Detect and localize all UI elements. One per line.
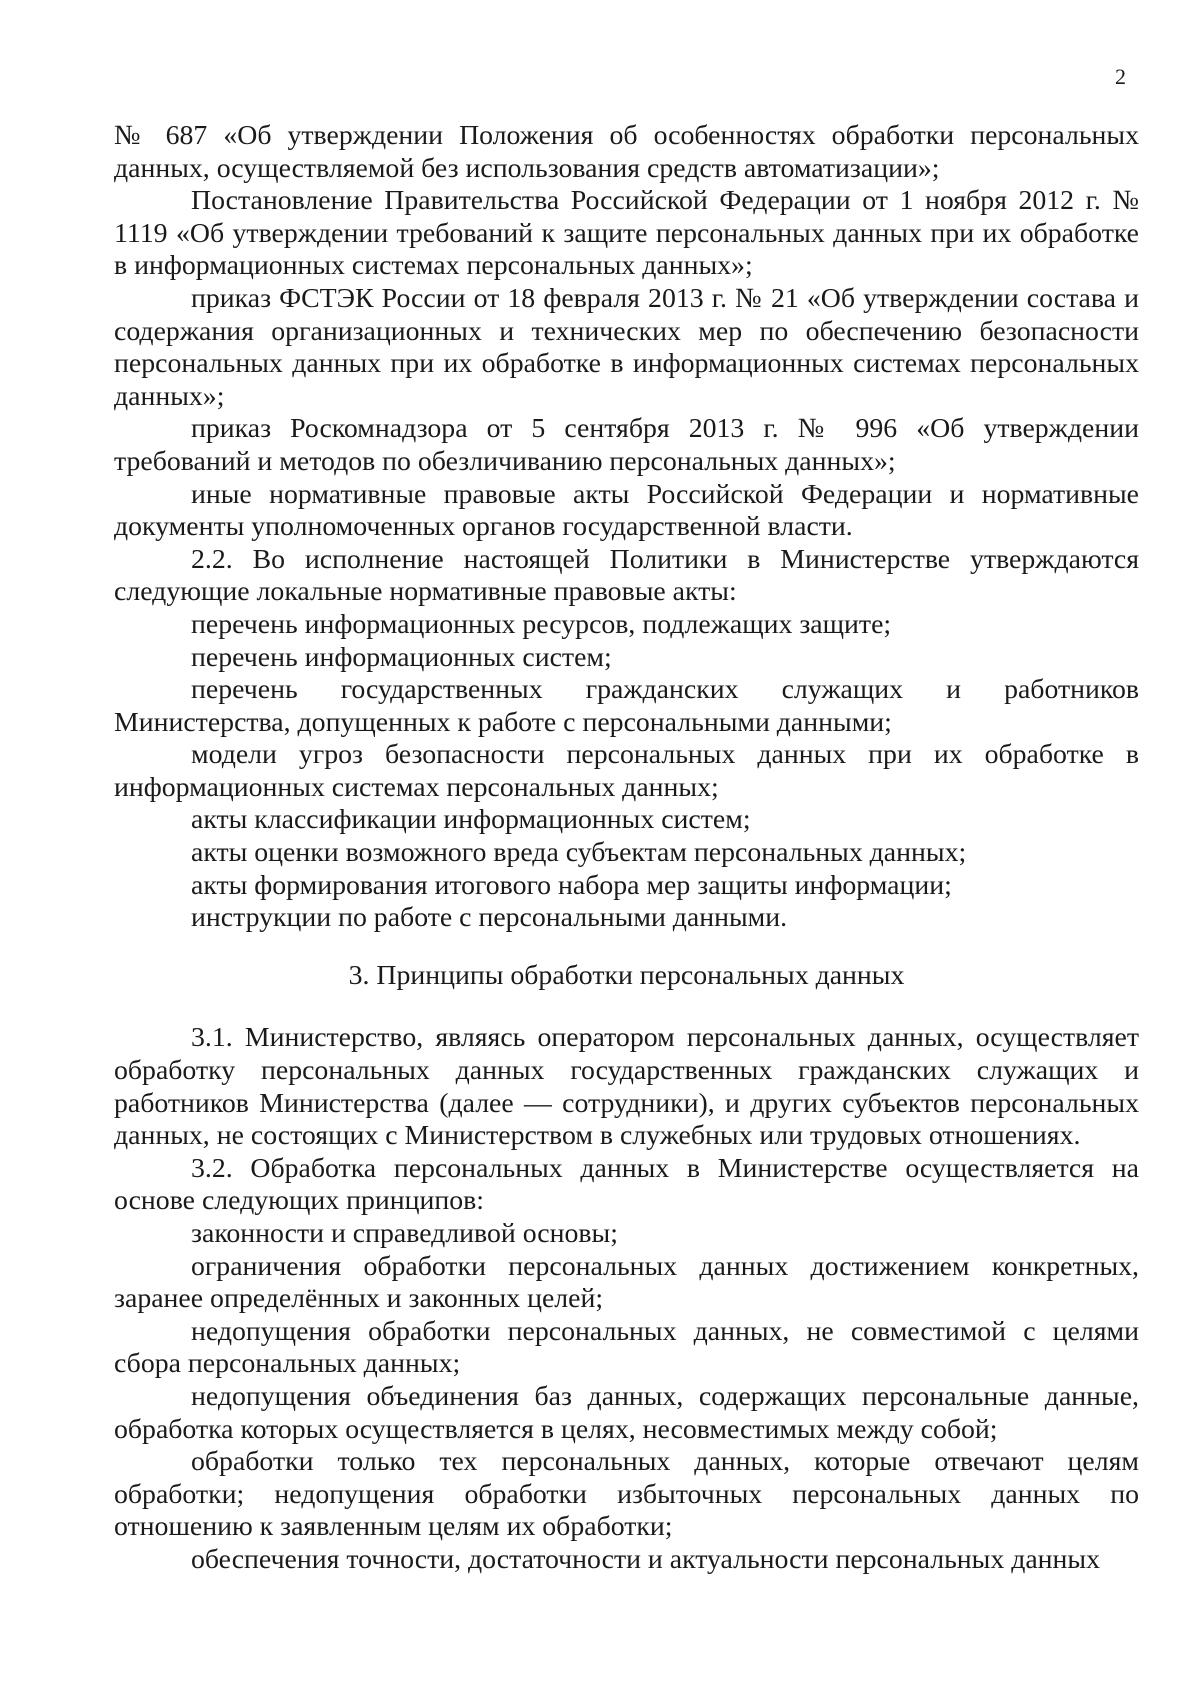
list-item: инструкции по работе с персональными данными. xyxy=(191,902,788,934)
list-item: обеспечения точности, достаточности и актуальности персональных данных xyxy=(191,1543,1101,1575)
paragraph: 2.2. Во исполнение настоящей Политики в Министерстве утверждаются следующие локальные нормативные правовые акты: xyxy=(114,543,1139,608)
section-heading: 3. Принципы обработки персональных данных xyxy=(348,959,905,991)
list-item: перечень государственных гражданских служащих и работников Министерства, допущенных к работе с персональными данными; xyxy=(114,674,1139,738)
list-item: перечень информационных ресурсов, подлежащих защите; xyxy=(191,608,892,640)
list-item: обработки только тех персональных данных, которые отвечают целям обработки; недопущения обработки избыточных персональных данных по отношению к заявленным целям их обработки; xyxy=(114,1446,1139,1543)
list-item: ограничения обработки персональных данных достижением конкретных, заранее определённых и законных целей; xyxy=(114,1250,1139,1315)
list-item: модели угроз безопасности персональных данных при их обработке в информационных системах персональных данных; xyxy=(114,739,1139,803)
list-item: законности и справедливой основы; xyxy=(191,1218,618,1249)
list-item: акты классификации информационных систем; xyxy=(191,804,751,836)
paragraph: 3.1. Министерство, являясь оператором персональных данных, осуществляет обработку персональных данных государственных гражданских служащих и работников Министерства (далее — сотрудники), и других субъектов персональных данных, не состоящих с Министерством в служебных или трудовых отношениях. xyxy=(114,1022,1139,1152)
paragraph: иные нормативные правовые акты Российской Федерации и нормативные документы уполномоченных органов государственной власти. xyxy=(114,478,1139,543)
paragraph: № 687 «Об утверждении Положения об особенностях обработки персональных данных, осуществляемой без использования средств автоматизации»; xyxy=(114,120,1139,184)
list-item: перечень информационных систем; xyxy=(191,641,612,673)
document-body xyxy=(114,120,1139,1577)
list-item: акты формирования итогового набора мер защиты информации; xyxy=(191,869,952,901)
paragraph: Постановление Правительства Российской Федерации от 1 ноября 2012 г. № 1119 «Об утверждении требований к защите персональных данных при их обработке в информационных системах персональных данных»; xyxy=(114,185,1139,282)
paragraph: приказ Роскомнадзора от 5 сентября 2013 г. № 996 «Об утверждении требований и методов по обезличиванию персональных данных»; xyxy=(114,413,1139,477)
paragraph: 3.2. Обработка персональных данных в Министерстве осуществляется на основе следующих принципов: xyxy=(114,1152,1139,1217)
list-item: акты оценки возможного вреда субъектам персональных данных; xyxy=(191,837,967,869)
page-number: 2 xyxy=(1115,64,1126,89)
list-item: недопущения объединения баз данных, содержащих персональные данные, обработка которых осуществляется в целях, несовместимых между собой; xyxy=(114,1380,1139,1445)
paragraph: приказ ФСТЭК России от 18 февраля 2013 г. № 21 «Об утверждении состава и содержания организационных и технических мер по обеспечению безопасности персональных данных при их обработке в информационных системах персональных данных»; xyxy=(114,282,1139,412)
list-item: недопущения обработки персональных данных, не совместимой с целями сбора персональных данных; xyxy=(114,1315,1139,1380)
